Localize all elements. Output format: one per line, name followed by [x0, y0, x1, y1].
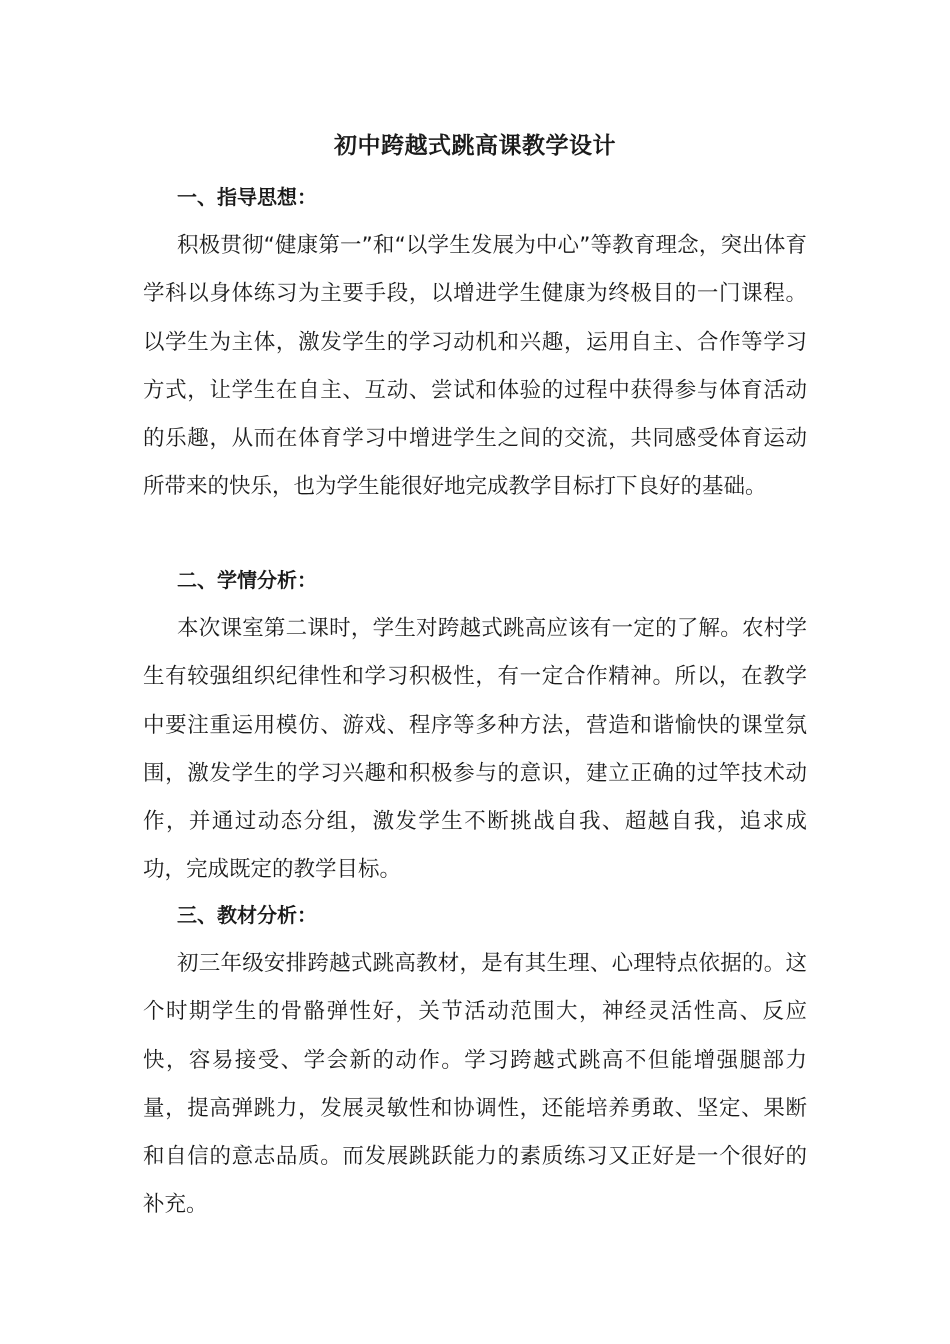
section-paragraph-guiding-ideology: 积极贯彻“健康第一”和“以学生发展为中心”等教育理念，突出体育学科以身体练习为主要手段，以增进学生健康为终极目的一门课程。以学生为主体，激发学生的学习动机和兴趣，运用自主、合作等学习方式，让学生在自主、互动、尝试和体验的过程中获得参与体育活动的乐趣，从而在体育学习中增进学生之间的交流，共同感受体育运动所带来的快乐，也为学生能很好地完成教学目标打下良好的基础。	[143, 233, 807, 500]
section-paragraph-student-analysis: 本次课室第二课时，学生对跨越式跳高应该有一定的了解。农村学生有较强组织纪律性和学习积极性，有一定合作精神。所以，在教学中要注重运用模仿、游戏、程序等多种方法，营造和谐愉快的课堂氛围，激发学生的学习兴趣和积极参与的意识，建立正确的过竿技术动作，并通过动态分组，激发学生不断挑战自我、超越自我，追求成功，完成既定的教学目标。	[143, 616, 807, 883]
document-title: 初中跨越式跳高课教学设计	[334, 133, 616, 159]
section-heading-material-analysis: 三、教材分析：	[177, 903, 317, 927]
section-heading-guiding-ideology: 一、指导思想：	[177, 185, 317, 209]
section-heading-student-analysis: 二、学情分析：	[177, 568, 317, 592]
section-paragraph-material-analysis: 初三年级安排跨越式跳高教材，是有其生理、心理特点依据的。这个时期学生的骨骼弹性好，关节活动范围大，神经灵活性高、反应快，容易接受、学会新的动作。学习跨越式跳高不但能增强腿部力量，提高弹跳力，发展灵敏性和协调性，还能培养勇敢、坚定、果断和自信的意志品质。而发展跳跃能力的素质练习又正好是一个很好的补充。	[143, 951, 807, 1218]
